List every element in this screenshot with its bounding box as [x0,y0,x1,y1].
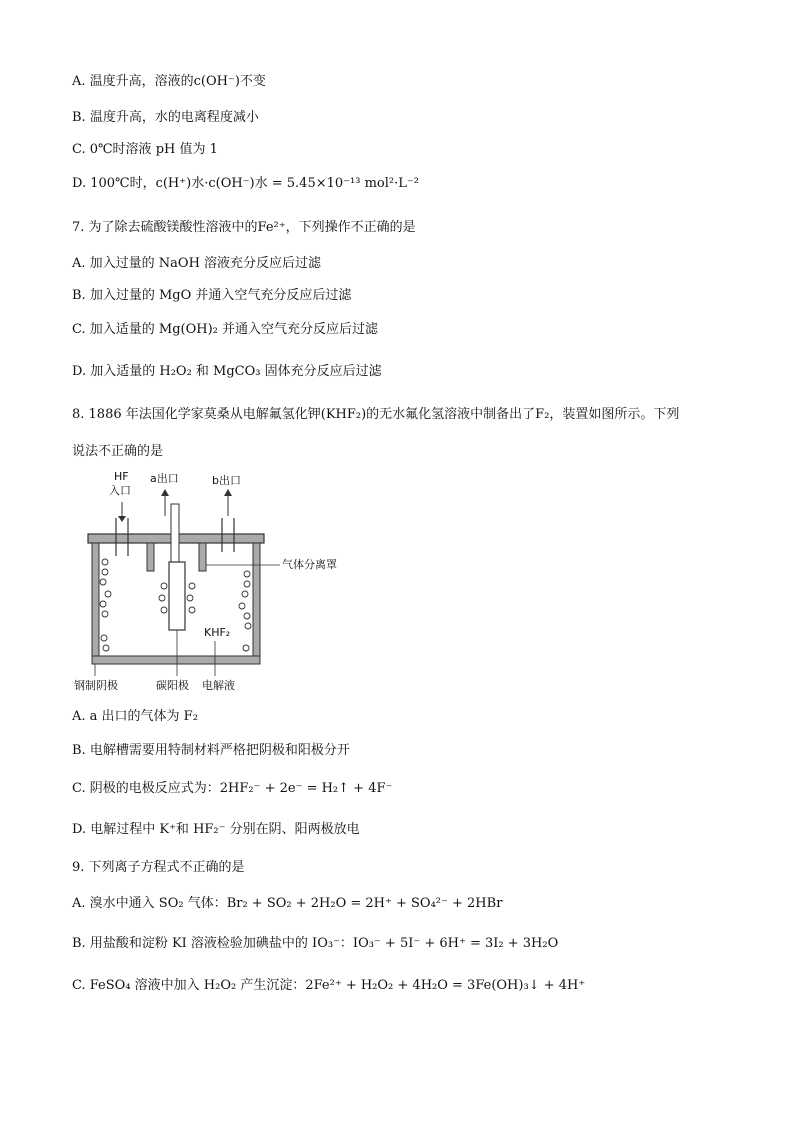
label-hf: HF [114,470,129,483]
electrolysis-diagram [70,466,370,696]
q9-stem: 9. 下列离子方程式不正确的是 [72,860,245,875]
q6-option-a: A. 温度升高，溶液的c(OH⁻)不变 [72,74,266,89]
q8-stem-line1: 8. 1886 年法国化学家莫桑从电解氟氢化钾(KHF₂)的无水氟化氢溶液中制备出了F₂，装置如图所示。下列 [72,407,680,422]
label-khf2: KHF₂ [204,626,231,639]
label-carbon-anode: 碳阳极 [156,679,189,692]
q7-option-c: C. 加入适量的 Mg(OH)₂ 并通入空气充分反应后过滤 [72,322,378,337]
label-a-outlet: a出口 [150,472,179,485]
tank-bottom [92,656,260,664]
carbon-anode [169,562,185,630]
q8-option-c: C. 阴极的电极反应式为：2HF₂⁻ + 2e⁻ = H₂↑ + 4F⁻ [72,781,393,796]
q6-option-c: C. 0℃时溶液 pH 值为 1 [72,142,218,157]
q7-option-b: B. 加入过量的 MgO 并通入空气充分反应后过滤 [72,288,352,303]
label-hf-inlet: 入口 [109,484,131,497]
label-steel-cathode: 钢制阴极 [74,679,118,692]
q9-option-c: C. FeSO₄ 溶液中加入 H₂O₂ 产生沉淀：2Fe²⁺ + H₂O₂ + 4H₂O = 3Fe(OH)₃↓ + 4H⁺ [72,978,586,993]
q6-option-b: B. 温度升高，水的电离程度减小 [72,110,259,125]
a-outlet-pipe [171,504,179,562]
q7-stem: 7. 为了除去硫酸镁酸性溶液中的Fe²⁺，下列操作不正确的是 [72,220,416,235]
tank-left-wall [92,543,99,658]
tank-right-wall [253,543,260,658]
q8-stem-line2: 说法不正确的是 [72,444,164,459]
q9-option-b: B. 用盐酸和淀粉 KI 溶液检验加碘盐中的 IO₃⁻：IO₃⁻ + 5I⁻ + 6H⁺ = 3I₂ + 3H₂O [72,936,559,951]
separator-right [199,543,206,571]
separator-left [147,543,154,571]
b-outlet-arrowhead [224,489,232,496]
q6-option-d: D. 100℃时，c(H⁺)水·c(OH⁻)水 = 5.45×10⁻¹³ mol²·L⁻² [72,176,419,191]
q7-option-d: D. 加入适量的 H₂O₂ 和 MgCO₃ 固体充分反应后过滤 [72,364,382,379]
q8-option-a: A. a 出口的气体为 F₂ [72,709,198,724]
a-outlet-arrowhead [161,489,169,496]
q8-option-d: D. 电解过程中 K⁺和 HF₂⁻ 分别在阴、阳两极放电 [72,822,360,837]
q7-option-a: A. 加入过量的 NaOH 溶液充分反应后过滤 [72,256,322,271]
label-electrolyte: 电解液 [202,679,235,692]
label-separator: 气体分离罩 [282,558,337,571]
q8-option-b: B. 电解槽需要用特制材料严格把阴极和阳极分开 [72,743,350,758]
hf-inlet-arrowhead [118,516,126,522]
q9-option-a: A. 溴水中通入 SO₂ 气体：Br₂ + SO₂ + 2H₂O = 2H⁺ + SO₄²⁻ + 2HBr [72,896,503,911]
label-b-outlet: b出口 [212,474,241,487]
